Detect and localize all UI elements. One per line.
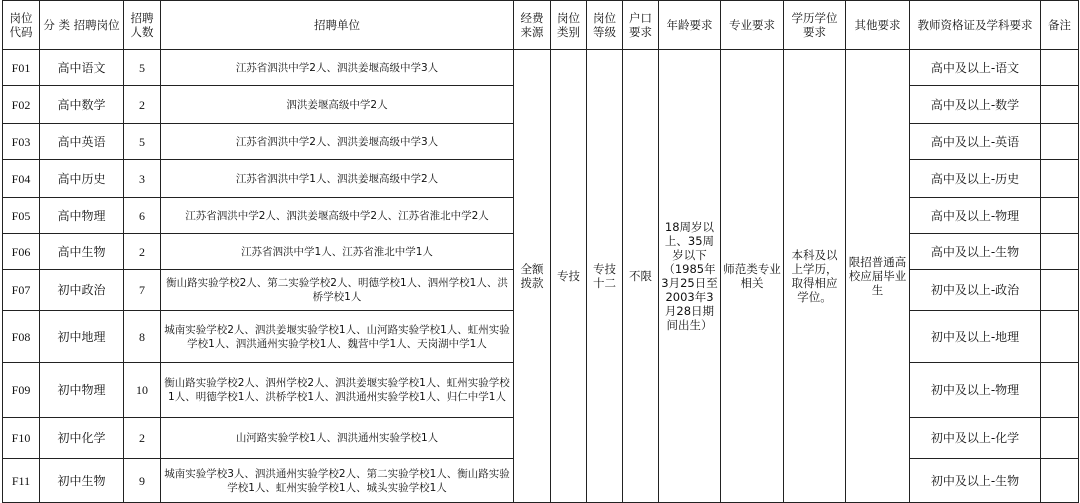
row-cert: 高中及以上-生物 xyxy=(910,234,1041,270)
header-funding: 经费来源 xyxy=(514,1,551,50)
header-code: 岗位代码 xyxy=(3,1,40,50)
row-code: F10 xyxy=(3,418,40,459)
row-code: F06 xyxy=(3,234,40,270)
row-units: 江苏省泗洪中学2人、泗洪姜堰高级中学3人 xyxy=(161,124,514,160)
row-count: 6 xyxy=(124,198,161,234)
row-units: 山河路实验学校1人、泗洪通州实验学校1人 xyxy=(161,418,514,459)
row-remark xyxy=(1041,198,1079,234)
major-cell: 师范类专业相关 xyxy=(721,50,784,503)
row-code: F08 xyxy=(3,311,40,363)
header-age: 年龄要求 xyxy=(659,1,721,50)
row-position: 高中生物 xyxy=(40,234,124,270)
header-cert: 教师资格证及学科要求 xyxy=(910,1,1041,50)
row-remark xyxy=(1041,459,1079,503)
post-level-cell: 专技十二 xyxy=(587,50,623,503)
row-code: F03 xyxy=(3,124,40,160)
header-remark: 备注 xyxy=(1041,1,1079,50)
age-cell: 18周岁以上、35周岁以下（1985年3月25日至2003年3月28日期间出生） xyxy=(659,50,721,503)
other-cell: 限招普通高校应届毕业生 xyxy=(846,50,910,503)
row-count: 8 xyxy=(124,311,161,363)
header-row xyxy=(3,1,1079,50)
row-cert: 高中及以上-语文 xyxy=(910,50,1041,86)
row-cert: 初中及以上-生物 xyxy=(910,459,1041,503)
funding-cell: 全额拨款 xyxy=(514,50,551,503)
row-units: 城南实验学校3人、泗洪通州实验学校2人、第二实验学校1人、衡山路实验学校1人、虹州实验学校1人、城头实验学校1人 xyxy=(161,459,514,503)
row-code: F07 xyxy=(3,270,40,311)
row-position: 高中语文 xyxy=(40,50,124,86)
row-remark xyxy=(1041,418,1079,459)
row-units: 江苏省泗洪中学1人、江苏省淮北中学1人 xyxy=(161,234,514,270)
row-count: 5 xyxy=(124,124,161,160)
header-count: 招聘人数 xyxy=(124,1,161,50)
row-units: 江苏省泗洪中学2人、泗洪姜堰高级中学3人 xyxy=(161,50,514,86)
row-code: F01 xyxy=(3,50,40,86)
row-code: F11 xyxy=(3,459,40,503)
header-education: 学历学位要求 xyxy=(784,1,846,50)
row-remark xyxy=(1041,311,1079,363)
row-units: 江苏省泗洪中学2人、泗洪姜堰高级中学2人、江苏省淮北中学2人 xyxy=(161,198,514,234)
row-units: 江苏省泗洪中学1人、泗洪姜堰高级中学2人 xyxy=(161,160,514,198)
row-code: F09 xyxy=(3,363,40,418)
row-remark xyxy=(1041,234,1079,270)
post-type-cell: 专技 xyxy=(551,50,587,503)
recruitment-table xyxy=(2,0,1079,503)
row-count: 3 xyxy=(124,160,161,198)
row-remark xyxy=(1041,160,1079,198)
row-count: 10 xyxy=(124,363,161,418)
row-position: 初中物理 xyxy=(40,363,124,418)
row-remark xyxy=(1041,86,1079,124)
row-cert: 高中及以上-物理 xyxy=(910,198,1041,234)
row-code: F02 xyxy=(3,86,40,124)
row-position: 初中地理 xyxy=(40,311,124,363)
education-cell: 本科及以上学历，取得相应学位。 xyxy=(784,50,846,503)
header-post-level: 岗位等级 xyxy=(587,1,623,50)
row-cert: 高中及以上-数学 xyxy=(910,86,1041,124)
header-units: 招聘单位 xyxy=(161,1,514,50)
row-position: 初中化学 xyxy=(40,418,124,459)
row-units: 衡山路实验学校2人、泗州学校2人、泗洪姜堰实验学校1人、虹州实验学校1人、明德学校1人、洪桥学校1人、泗洪通州实验学校1人、归仁中学1人 xyxy=(161,363,514,418)
row-cert: 初中及以上-政治 xyxy=(910,270,1041,311)
row-count: 2 xyxy=(124,234,161,270)
row-cert: 初中及以上-化学 xyxy=(910,418,1041,459)
row-count: 9 xyxy=(124,459,161,503)
row-cert: 高中及以上-历史 xyxy=(910,160,1041,198)
hukou-cell: 不限 xyxy=(623,50,659,503)
row-count: 7 xyxy=(124,270,161,311)
header-hukou: 户口要求 xyxy=(623,1,659,50)
header-major: 专业要求 xyxy=(721,1,784,50)
row-position: 初中生物 xyxy=(40,459,124,503)
header-post-type: 岗位类别 xyxy=(551,1,587,50)
row-remark xyxy=(1041,270,1079,311)
header-category: 分 类 招聘岗位 xyxy=(40,1,124,50)
row-cert: 高中及以上-英语 xyxy=(910,124,1041,160)
row-position: 高中历史 xyxy=(40,160,124,198)
row-count: 2 xyxy=(124,86,161,124)
row-remark xyxy=(1041,50,1079,86)
row-code: F05 xyxy=(3,198,40,234)
row-count: 5 xyxy=(124,50,161,86)
row-units: 泗洪姜堰高级中学2人 xyxy=(161,86,514,124)
row-code: F04 xyxy=(3,160,40,198)
row-count: 2 xyxy=(124,418,161,459)
row-cert: 初中及以上-物理 xyxy=(910,363,1041,418)
table-row xyxy=(3,50,1079,86)
row-remark xyxy=(1041,363,1079,418)
row-units: 衡山路实验学校2人、第二实验学校2人、明德学校1人、泗州学校1人、洪桥学校1人 xyxy=(161,270,514,311)
row-remark xyxy=(1041,124,1079,160)
row-position: 高中英语 xyxy=(40,124,124,160)
row-position: 高中数学 xyxy=(40,86,124,124)
row-position: 高中物理 xyxy=(40,198,124,234)
header-other: 其他要求 xyxy=(846,1,910,50)
row-cert: 初中及以上-地理 xyxy=(910,311,1041,363)
row-position: 初中政治 xyxy=(40,270,124,311)
row-units: 城南实验学校2人、泗洪姜堰实验学校1人、山河路实验学校1人、虹州实验学校1人、泗洪通州实验学校1人、魏营中学1人、天岗湖中学1人 xyxy=(161,311,514,363)
